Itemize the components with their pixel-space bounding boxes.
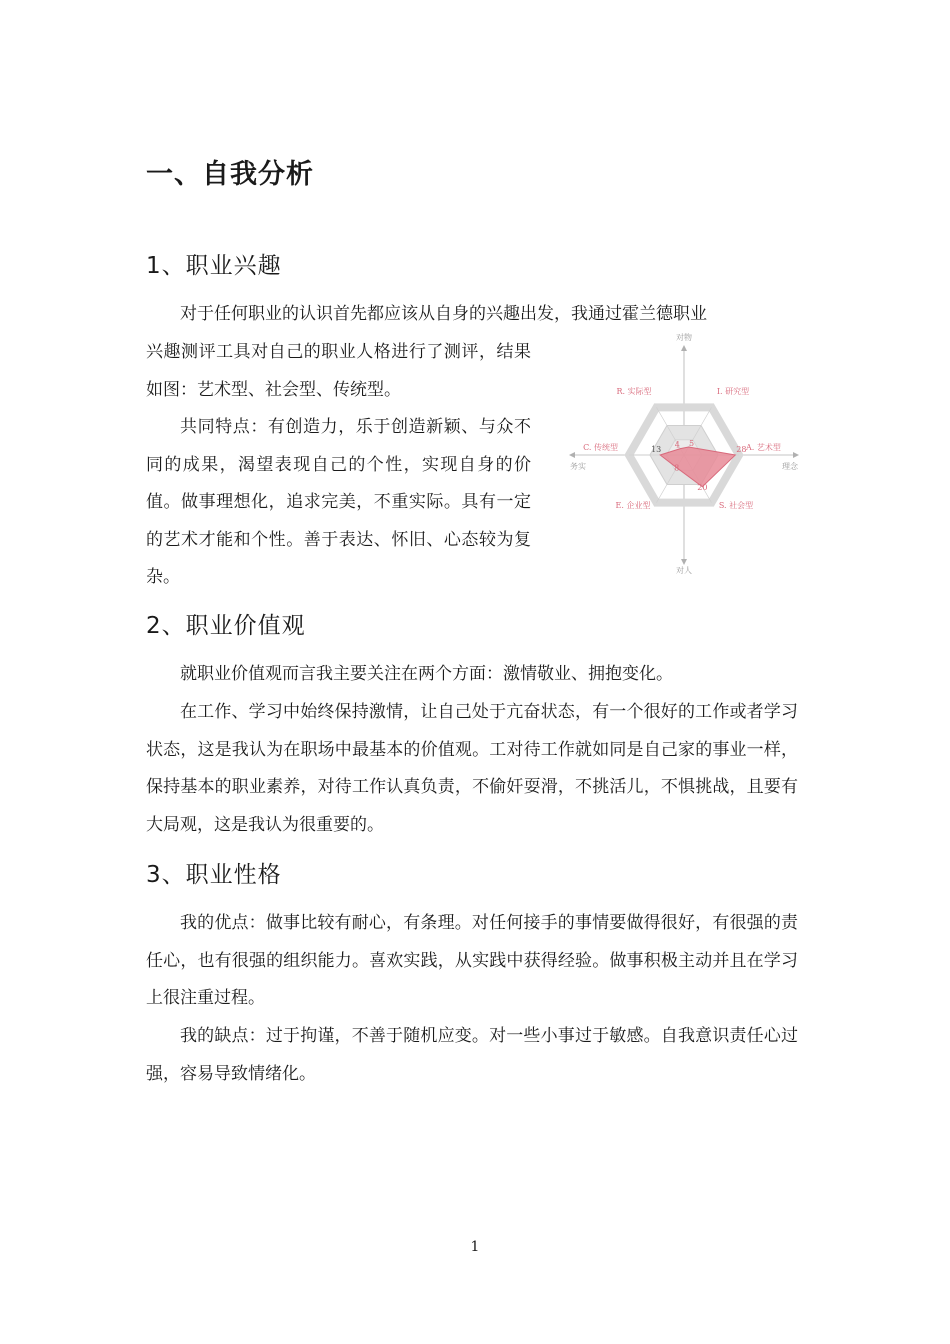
category-label-conventional: C. 传统型 [583, 443, 618, 452]
axis-arrow-top [681, 345, 687, 351]
section-1-paragraph-1-line-1: 对于任何职业的认识首先都应该从自身的兴趣出发，我通过霍兰德职业 [180, 304, 707, 324]
value-label-3: 20 [697, 482, 708, 492]
section-2-title: 2、职业价值观 [146, 613, 306, 639]
axis-label-left: 务实 [570, 462, 586, 471]
category-label-investigative: I. 研究型 [716, 387, 750, 396]
section-3-paragraph-1: 我的优点：做事比较有耐心，有条理。对任何接手的事情要做得很好，有很强的责任心，也有很强的组织能力。喜欢实践，从实践中获得经验。做事积极主动并且在学习上很注重过程。 [146, 913, 798, 1008]
axis-arrow-right [793, 452, 799, 458]
value-label-2: 28 [736, 445, 747, 454]
main-heading: 一、自我分析 [146, 159, 314, 190]
value-label-1: 5 [689, 439, 695, 449]
section-1-paragraph-2: 共同特点：有创造力，乐于创造新颖、与众不同的成果，渴望表现自己的个性，实现自身的价值。做事理想化，追求完美，不重实际。具有一定的艺术才能和个性。善于表达、怀旧、心态较为复杂。 [146, 417, 531, 587]
section-2-paragraph-2: 在工作、学习中始终保持激情，让自己处于亢奋状态，有一个很好的工作或者学习状态，这是我认为在职场中最基本的价值观。工对待工作就如同是自己家的事业一样，保持基本的职业素养，对待工作认真负责，不偷奸耍滑，不挑活儿，不惧挑战，且要有大局观，这是我认为很重要的。 [146, 702, 798, 835]
category-label-artistic: A. 艺术型 [746, 443, 781, 452]
category-label-social: S. 社会型 [718, 501, 754, 510]
category-label-realistic: R. 实际型 [616, 387, 652, 396]
axis-label-bottom: 对人 [676, 566, 692, 575]
section-1-title: 1、职业兴趣 [146, 253, 282, 279]
section-1-paragraph-1-rest: 兴趣测评工具对自己的职业人格进行了测评，结果如图：艺术型、社会型、传统型。 [146, 342, 531, 400]
axis-arrow-bottom [681, 559, 687, 565]
axis-arrow-left [569, 452, 575, 458]
section-3-paragraph-2: 我的缺点：过于拘谨，不善于随机应变。对一些小事过于敏感。自我意识责任心过强，容易导致情绪化。 [146, 1026, 798, 1084]
axis-label-top: 对物 [676, 333, 692, 342]
section-2-paragraph-1: 就职业价值观而言我主要关注在两个方面：激情敬业、拥抱变化。 [180, 664, 673, 684]
value-label-4: 8 [674, 463, 680, 473]
holland-radar-chart [560, 330, 805, 580]
value-label-0: 4 [674, 440, 680, 450]
category-label-enterprising: E. 企业型 [615, 501, 651, 510]
value-label-5: 13 [651, 445, 662, 454]
page-number: 1 [470, 1239, 480, 1255]
section-3-title: 3、职业性格 [146, 862, 282, 888]
axis-label-right: 理念 [782, 462, 798, 471]
